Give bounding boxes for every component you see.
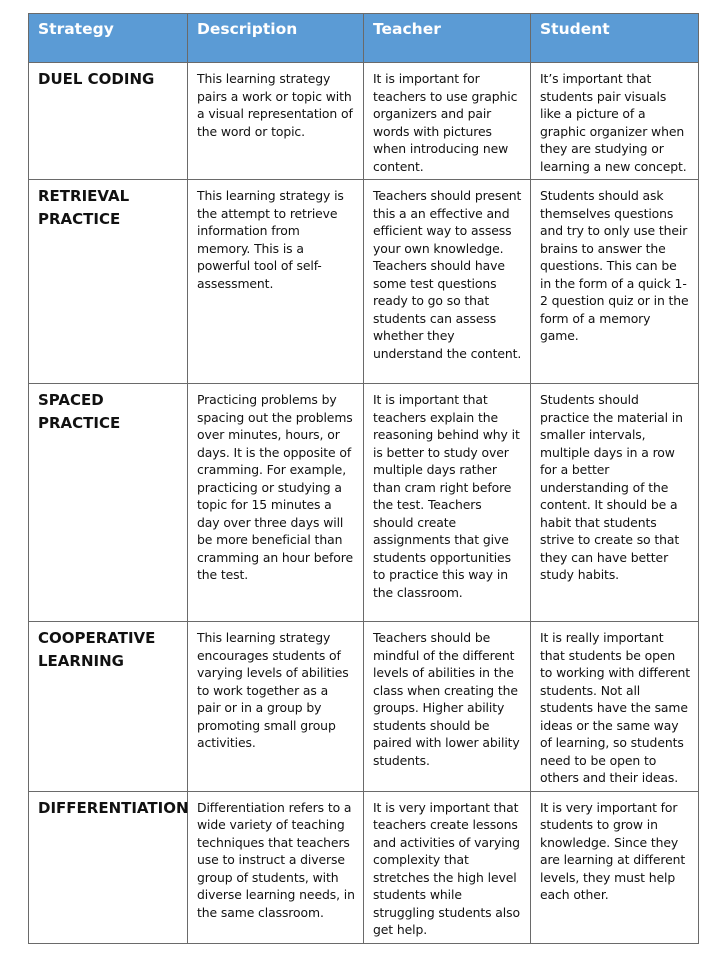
teacher-guidance: It is important that teachers explain the reasoning behind why it is better to study over multiple days rather than cram right before the test. Teachers should create assignments that give students opportunities to practice this way in the classroom. <box>364 384 531 622</box>
table-row <box>29 622 699 792</box>
strategy-name: DUEL CODING <box>29 63 188 180</box>
student-guidance: Students should ask themselves questions and try to only use their brains to answer the questions. This can be in the form of a quick 1-2 question quiz or in the form of a memory game. <box>531 180 699 384</box>
teacher-guidance: It is important for teachers to use graphic organizers and pair words with pictures when introducing new content. <box>364 63 531 180</box>
teacher-guidance: It is very important that teachers create lessons and activities of varying complexity that stretches the high level students while struggling students also get help. <box>364 791 531 943</box>
student-guidance: It is very important for students to grow in knowledge. Since they are learning at different levels, they must help each other. <box>531 791 699 943</box>
table-row <box>29 791 699 943</box>
header-strategy: Strategy <box>29 14 188 63</box>
strategy-description: This learning strategy is the attempt to retrieve information from memory. This is a powerful tool of self-assessment. <box>188 180 364 384</box>
strategy-description: Differentiation refers to a wide variety of teaching techniques that teachers use to instruct a diverse group of students, with diverse learning needs, in the same classroom. <box>188 791 364 943</box>
header-teacher: Teacher <box>364 14 531 63</box>
student-guidance: It’s important that students pair visuals like a picture of a graphic organizer when they are studying or learning a new concept. <box>531 63 699 180</box>
table-row <box>29 384 699 622</box>
student-guidance: Students should practice the material in smaller intervals, multiple days in a row for a better understanding of the content. It should be a habit that students strive to create so that they can have better study habits. <box>531 384 699 622</box>
learning-strategies-table <box>28 13 699 944</box>
strategy-name: COOPERATIVE LEARNING <box>29 622 188 792</box>
header-row <box>29 14 699 63</box>
strategy-description: This learning strategy encourages students of varying levels of abilities to work together as a pair or in a group by promoting small group activities. <box>188 622 364 792</box>
strategy-name: DIFFERENTIATION <box>29 791 188 943</box>
teacher-guidance: Teachers should present this a an effective and efficient way to assess your own knowledge. Teachers should have some test questions ready to go so that students can assess whether they understand the content. <box>364 180 531 384</box>
strategy-description: Practicing problems by spacing out the problems over minutes, hours, or days. It is the opposite of cramming. For example, practicing or studying a topic for 15 minutes a day over three days will be more beneficial than cramming an hour before the test. <box>188 384 364 622</box>
student-guidance: It is really important that students be open to working with different students. Not all students have the same ideas or the same way of learning, so students need to be open to others and their ideas. <box>531 622 699 792</box>
teacher-guidance: Teachers should be mindful of the different levels of abilities in the class when creating the groups. Higher ability students should be paired with lower ability students. <box>364 622 531 792</box>
header-description: Description <box>188 14 364 63</box>
strategy-name: RETRIEVAL PRACTICE <box>29 180 188 384</box>
strategy-description: This learning strategy pairs a work or topic with a visual representation of the word or topic. <box>188 63 364 180</box>
header-student: Student <box>531 14 699 63</box>
table-row <box>29 63 699 180</box>
table-row <box>29 180 699 384</box>
strategy-name: SPACED PRACTICE <box>29 384 188 622</box>
